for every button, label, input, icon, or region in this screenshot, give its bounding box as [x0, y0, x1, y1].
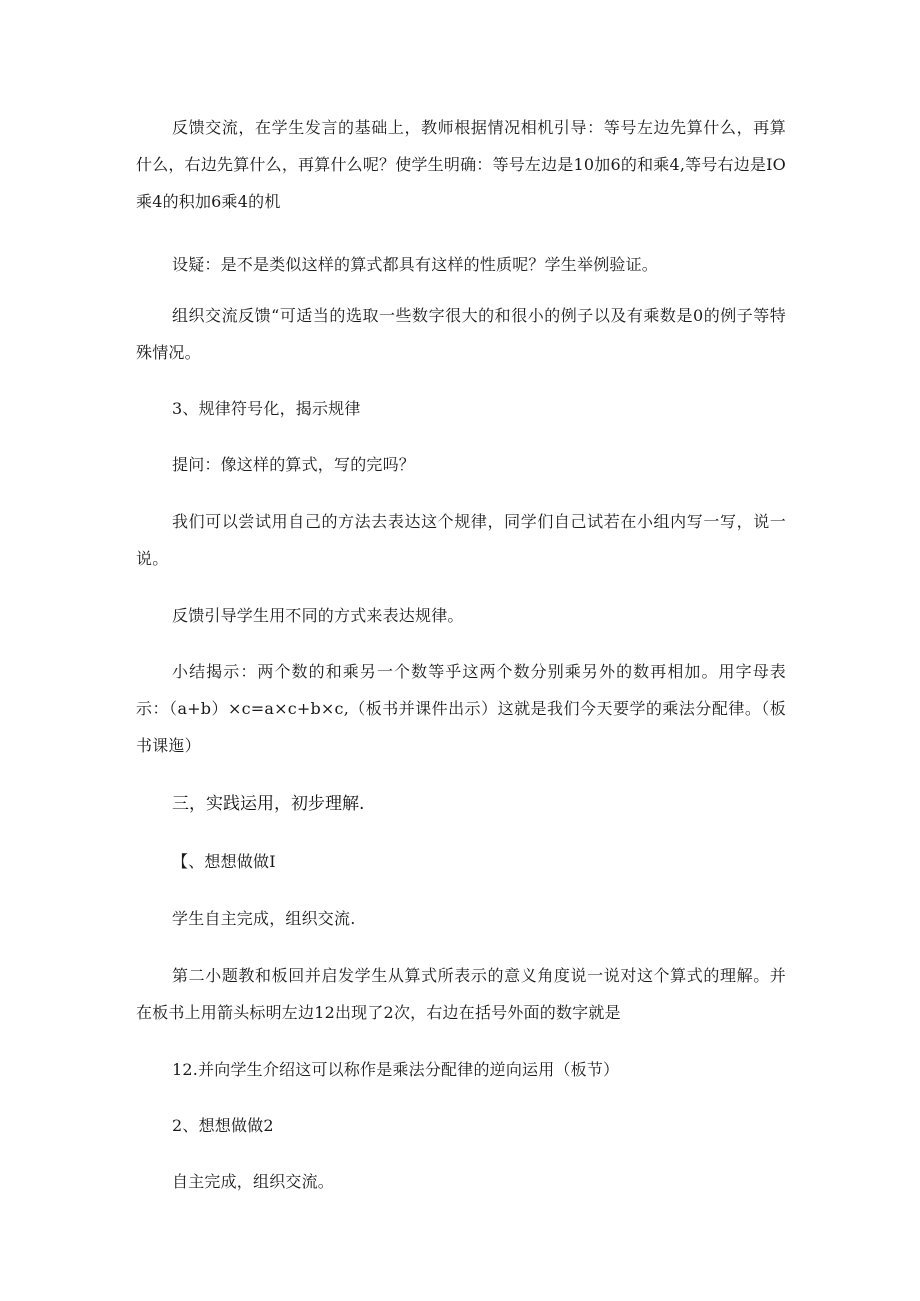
paragraph-feedback-exchange: 反馈交流，在学生发言的基础上，教师根据情况相机引导：等号左边先算什么，再算什么，右边先算什么，再算什么呢？使学生明确：等号左边是10加6的和乘4,等号右边是IO乘4的积加6乘4的机: [136, 118, 786, 211]
paragraph-guide-students: 反馈引导学生用不同的方式来表达规律。: [172, 606, 464, 625]
section-heading-practice: 三，实践运用，初步理解.: [172, 794, 365, 814]
paragraph-self-complete-2: 自主完成，组织交流。: [172, 1172, 335, 1191]
paragraph-self-complete: 学生自主完成，组织交流.: [172, 909, 356, 928]
paragraph-reverse-use: 12.并向学生介绍这可以称作是乘法分配律的逆向运用（板节）: [172, 1060, 620, 1079]
paragraph-exercise-2: 2、想想做做2: [172, 1116, 274, 1135]
paragraph-second-question: 第二小题教和板回并启发学生从算式所表示的意义角度说一说对这个算式的理解。并在板书上用箭头标明左边12出现了2次，右边在括号外面的数字就是: [136, 966, 786, 1022]
paragraph-step-3-heading: 3、规律符号化，揭示规律: [172, 399, 361, 418]
paragraph-try-express: 我们可以尝试用自己的方法去表达这个规律，同学们自己试若在小组内写一写，说一说。: [136, 512, 786, 568]
paragraph-summary-formula: 小结揭示：两个数的和乘另一个数等乎这两个数分别乘另外的数再相加。用字母表示：（a+b）×c=a×c+b×c,（板书并课件出示）这就是我们今天要学的乘法分配律。（板书课迤）: [136, 662, 786, 755]
paragraph-ask-question: 提问：像这样的算式，写的完吗？: [172, 455, 416, 474]
paragraph-exercise-1: 【、想想做做I: [172, 852, 276, 871]
paragraph-organize-feedback: 组织交流反馈“可适当的选取一些数字很大的和很小的例子以及有乘数是0的例子等特殊情况。: [136, 306, 786, 362]
paragraph-question-doubt: 设疑：是不是类似这样的算式都具有这样的性质呢？学生举例验证。: [172, 255, 659, 274]
